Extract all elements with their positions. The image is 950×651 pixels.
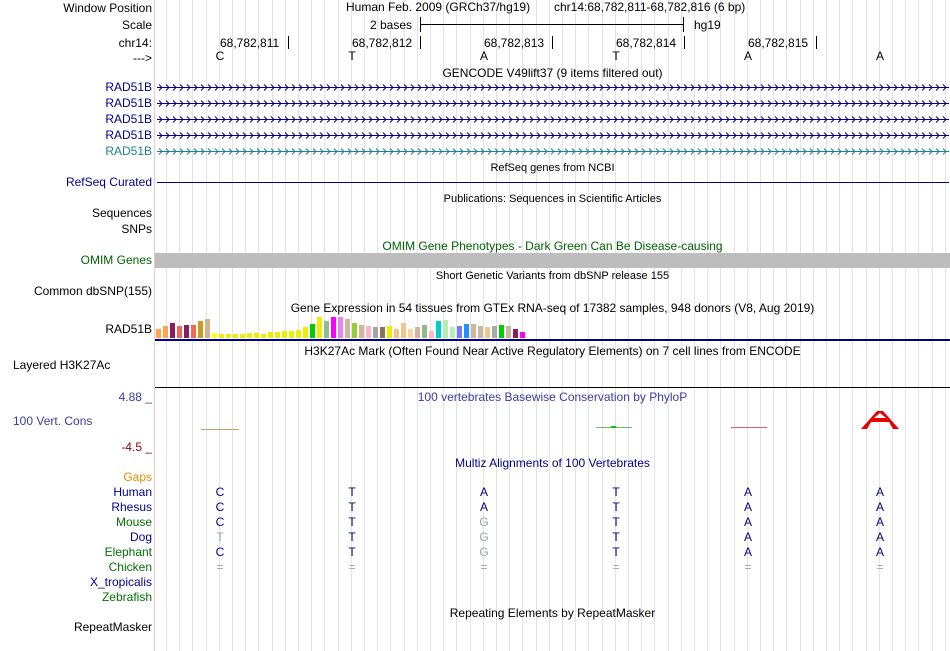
- gtex-tissue-bar[interactable]: [345, 319, 350, 338]
- refseq-line[interactable]: [157, 182, 949, 183]
- sequence-base: T: [348, 49, 356, 63]
- gencode-transcript-line[interactable]: [157, 99, 949, 108]
- alignment-base-dog: G: [479, 530, 489, 544]
- alignment-base-mouse: A: [875, 515, 884, 529]
- gtex-tissue-bar[interactable]: [170, 323, 175, 338]
- coordinate-tick-label: 68,782,811: [220, 36, 280, 50]
- grid-line: [668, 0, 669, 651]
- species-elephant-label[interactable]: Elephant: [104, 545, 152, 559]
- grid-line: [918, 0, 919, 651]
- coordinate-tick: [684, 36, 685, 49]
- gtex-tissue-bar[interactable]: [212, 333, 217, 338]
- omim-bar[interactable]: [155, 253, 950, 268]
- gtex-tissue-bar[interactable]: [338, 317, 343, 338]
- gtex-tissue-bar[interactable]: [436, 321, 441, 338]
- alignment-base-rhesus: T: [612, 500, 620, 514]
- gtex-tissue-bar[interactable]: [282, 331, 287, 338]
- alignment-base-mouse: G: [479, 515, 489, 529]
- gtex-tissue-bar[interactable]: [296, 330, 301, 338]
- gtex-tissue-bar[interactable]: [254, 333, 259, 338]
- gtex-tissue-bar[interactable]: [324, 321, 329, 338]
- sequence-base: T: [612, 49, 620, 63]
- alignment-base-elephant: T: [348, 545, 356, 559]
- grid-line: [932, 0, 933, 651]
- gtex-tissue-bar[interactable]: [415, 327, 420, 338]
- gtex-tissue-bar[interactable]: [450, 327, 455, 338]
- gtex-tissue-bar[interactable]: [198, 321, 203, 338]
- conserved-base-glyph: [859, 409, 901, 431]
- gtex-tissue-bar[interactable]: [513, 329, 518, 338]
- dbsnp-title[interactable]: Short Genetic Variants from dbSNP release 155: [435, 270, 670, 282]
- gtex-tissue-bar[interactable]: [303, 327, 308, 338]
- alignment-base-dog: A: [875, 530, 884, 544]
- gene-label-rad51b-2[interactable]: RAD51B: [105, 96, 152, 110]
- sequence-base: A: [743, 49, 752, 63]
- alignment-base-elephant: A: [743, 545, 752, 559]
- sequence-base: C: [215, 49, 225, 63]
- gtex-tissue-bar[interactable]: [247, 333, 252, 338]
- gencode-transcript-line[interactable]: [157, 83, 949, 92]
- alignment-base-human: A: [875, 485, 884, 499]
- species-dog-label[interactable]: Dog: [129, 530, 152, 544]
- snps-label[interactable]: SNPs: [121, 222, 152, 236]
- alignment-base-chicken: =: [480, 560, 488, 574]
- gtex-tissue-bar[interactable]: [184, 325, 189, 338]
- phylop-mark-4b: [611, 426, 616, 428]
- species-human-label[interactable]: Human: [113, 485, 152, 499]
- alignment-base-human: T: [612, 485, 620, 499]
- grid-line: [628, 0, 629, 651]
- coordinate-tick: [552, 36, 553, 49]
- gencode-title[interactable]: GENCODE V49lift37 (9 items filtered out): [442, 66, 663, 80]
- alignment-base-human: T: [348, 485, 356, 499]
- species-zebrafish-label[interactable]: Zebrafish: [101, 590, 152, 604]
- scale-label: Scale: [121, 18, 152, 32]
- gtex-baseline: [155, 339, 950, 341]
- alignment-base-dog: T: [348, 530, 356, 544]
- alignment-base-chicken: =: [348, 560, 356, 574]
- multiz-title[interactable]: Multiz Alignments of 100 Vertebrates: [455, 456, 650, 470]
- alignment-base-chicken: =: [744, 560, 752, 574]
- omim-label[interactable]: OMIM Genes: [80, 253, 152, 267]
- grid-line: [588, 0, 589, 651]
- gtex-tissue-bar[interactable]: [317, 317, 322, 338]
- grid-line: [852, 0, 853, 651]
- gtex-bar-chart[interactable]: [155, 316, 555, 338]
- gene-label-rad51b-5[interactable]: RAD51B: [105, 144, 152, 158]
- grid-line: [773, 0, 774, 651]
- gaps-label[interactable]: Gaps: [123, 470, 152, 484]
- phylop-title[interactable]: 100 vertebrates Basewise Conservation by PhyloP: [417, 390, 688, 404]
- gtex-tissue-bar[interactable]: [240, 334, 245, 338]
- gtex-tissue-bar[interactable]: [219, 334, 224, 338]
- gtex-gene-label[interactable]: RAD51B: [105, 322, 152, 336]
- grid-line: [575, 0, 576, 651]
- grid-line: [760, 0, 761, 651]
- h3k27ac-title[interactable]: H3K27Ac Mark (Often Found Near Active Regulatory Elements) on 7 cell lines from ENCODE: [304, 344, 801, 358]
- coordinate-tick-label: 68,782,814: [616, 36, 677, 50]
- coordinate-tick: [420, 36, 421, 49]
- alignment-base-elephant: C: [215, 545, 225, 559]
- alignment-base-dog: T: [612, 530, 620, 544]
- coordinate-tick: [288, 36, 289, 49]
- assembly-text: Human Feb. 2009 (GRCh37/hg19): [346, 0, 531, 14]
- grid-line: [654, 0, 655, 651]
- alignment-base-elephant: A: [875, 545, 884, 559]
- omim-title[interactable]: OMIM Gene Phenotypes - Dark Green Can Be Disease-causing: [382, 239, 723, 253]
- gtex-tissue-bar[interactable]: [359, 325, 364, 338]
- grid-line: [892, 0, 893, 651]
- alignment-base-human: A: [479, 485, 488, 499]
- repeatmasker-label[interactable]: RepeatMasker: [73, 620, 152, 634]
- grid-line: [826, 0, 827, 651]
- gtex-tissue-bar[interactable]: [499, 325, 504, 338]
- window-position-text[interactable]: chr14:68,782,811-68,782,816 (6 bp): [554, 0, 746, 14]
- gencode-transcript-line[interactable]: [157, 147, 949, 156]
- alignment-base-rhesus: A: [875, 500, 884, 514]
- alignment-base-mouse: A: [743, 515, 752, 529]
- alignment-base-chicken: =: [876, 560, 884, 574]
- alignment-base-rhesus: T: [348, 500, 356, 514]
- alignment-base-human: A: [743, 485, 752, 499]
- grid-line: [694, 0, 695, 651]
- species-rhesus-label[interactable]: Rhesus: [111, 500, 152, 514]
- grid-line: [905, 0, 906, 651]
- gtex-tissue-bar[interactable]: [422, 325, 427, 338]
- gtex-title[interactable]: Gene Expression in 54 tissues from GTEx RNA-seq of 17382 samples, 948 donors (V8, Aug 2019): [290, 301, 815, 315]
- gtex-tissue-bar[interactable]: [373, 327, 378, 338]
- gtex-tissue-bar[interactable]: [163, 326, 168, 338]
- alignment-base-dog: T: [216, 530, 224, 544]
- alignment-base-mouse: C: [215, 515, 225, 529]
- gtex-tissue-bar[interactable]: [387, 326, 392, 338]
- coordinate-tick: [816, 36, 817, 49]
- gtex-tissue-bar[interactable]: [443, 320, 448, 338]
- grid-line: [602, 0, 603, 651]
- alignment-base-dog: A: [743, 530, 752, 544]
- gtex-tissue-bar[interactable]: [401, 323, 406, 338]
- gtex-tissue-bar[interactable]: [268, 332, 273, 338]
- gtex-tissue-bar[interactable]: [464, 324, 469, 338]
- gencode-transcript-line[interactable]: [157, 115, 949, 124]
- phylop-mark-1: [201, 429, 239, 430]
- coordinate-tick-label: 68,782,812: [352, 36, 413, 50]
- gtex-tissue-bar[interactable]: [394, 329, 399, 338]
- alignment-base-rhesus: A: [743, 500, 752, 514]
- grid-line: [720, 0, 721, 651]
- publications-title[interactable]: Publications: Sequences in Scientific Articles: [443, 193, 662, 205]
- gtex-tissue-bar[interactable]: [408, 329, 413, 338]
- gtex-tissue-bar[interactable]: [380, 327, 385, 338]
- gtex-tissue-bar[interactable]: [366, 326, 371, 338]
- chromosome-label: chr14:: [118, 36, 152, 50]
- gtex-tissue-bar[interactable]: [275, 332, 280, 338]
- gtex-tissue-bar[interactable]: [177, 326, 182, 338]
- refseq-label[interactable]: RefSeq Curated: [65, 175, 152, 189]
- alignment-base-human: C: [215, 485, 225, 499]
- grid-line: [641, 0, 642, 651]
- grid-line: [786, 0, 787, 651]
- gtex-tissue-bar[interactable]: [289, 331, 294, 338]
- gene-label-rad51b-1[interactable]: RAD51B: [105, 80, 152, 94]
- sequences-label[interactable]: Sequences: [91, 206, 152, 220]
- gtex-tissue-bar[interactable]: [226, 334, 231, 338]
- gene-label-rad51b-3[interactable]: RAD51B: [105, 112, 152, 126]
- vert-cons-label[interactable]: 100 Vert. Cons: [13, 414, 93, 428]
- gene-label-rad51b-4[interactable]: RAD51B: [105, 128, 152, 142]
- window-position-label: Window Position: [63, 1, 152, 15]
- sequence-base: A: [875, 49, 884, 63]
- alignment-base-rhesus: A: [479, 500, 488, 514]
- gtex-tissue-bar[interactable]: [429, 331, 434, 338]
- phylop-mark-5: [731, 427, 767, 428]
- scale-db-text: hg19: [694, 18, 721, 32]
- species-xtropicalis-label[interactable]: X_tropicalis: [89, 575, 152, 589]
- grid-line: [813, 0, 814, 651]
- grid-line: [707, 0, 708, 651]
- coordinate-tick-label: 68,782,815: [748, 36, 809, 50]
- species-chicken-label[interactable]: Chicken: [108, 560, 152, 574]
- grid-line: [945, 0, 946, 651]
- track-labels: [0, 0, 155, 651]
- gtex-tissue-bar[interactable]: [310, 324, 315, 338]
- gtex-tissue-bar[interactable]: [331, 317, 336, 338]
- gtex-tissue-bar[interactable]: [233, 334, 238, 338]
- gtex-tissue-bar[interactable]: [156, 329, 161, 338]
- phylop-min-label: -4.5 _: [121, 440, 152, 454]
- alignment-base-mouse: T: [612, 515, 620, 529]
- sequence-base: A: [479, 49, 488, 63]
- gtex-tissue-bar[interactable]: [485, 327, 490, 338]
- repeatmasker-title[interactable]: Repeating Elements by RepeatMasker: [449, 606, 656, 620]
- grid-line: [681, 0, 682, 651]
- grid-line: [734, 0, 735, 651]
- grid-line: [866, 0, 867, 651]
- strand-arrow-label: --->: [133, 51, 152, 65]
- gtex-tissue-bar[interactable]: [478, 326, 483, 338]
- species-mouse-label[interactable]: Mouse: [115, 515, 152, 529]
- gtex-tissue-bar[interactable]: [261, 334, 266, 338]
- gencode-transcript-line[interactable]: [157, 131, 949, 140]
- common-dbsnp-label[interactable]: Common dbSNP(155): [33, 284, 152, 298]
- alignment-base-rhesus: C: [215, 500, 225, 514]
- grid-line: [800, 0, 801, 651]
- h3k27ac-label[interactable]: Layered H3K27Ac: [13, 358, 111, 372]
- gtex-tissue-bar[interactable]: [191, 325, 196, 338]
- gtex-tissue-bar[interactable]: [492, 326, 497, 338]
- scale-bar: [420, 17, 684, 32]
- grid-line: [562, 0, 563, 651]
- grid-line: [839, 0, 840, 651]
- alignment-base-elephant: T: [612, 545, 620, 559]
- gtex-tissue-bar[interactable]: [520, 332, 525, 338]
- gtex-tissue-bar[interactable]: [471, 324, 476, 338]
- h3k27ac-baseline: [155, 387, 950, 388]
- alignment-base-mouse: T: [348, 515, 356, 529]
- gtex-tissue-bar[interactable]: [457, 326, 462, 338]
- phylop-max-label: 4.88 _: [118, 390, 152, 404]
- gtex-tissue-bar[interactable]: [205, 319, 210, 338]
- gtex-tissue-bar[interactable]: [352, 323, 357, 338]
- alignment-base-chicken: =: [612, 560, 620, 574]
- alignment-base-chicken: =: [216, 560, 224, 574]
- refseq-title[interactable]: RefSeq genes from NCBI: [490, 162, 615, 174]
- coordinate-tick-label: 68,782,813: [484, 36, 545, 50]
- scale-bases-text: 2 bases: [370, 18, 413, 32]
- alignment-base-elephant: G: [479, 545, 489, 559]
- gtex-tissue-bar[interactable]: [506, 326, 511, 338]
